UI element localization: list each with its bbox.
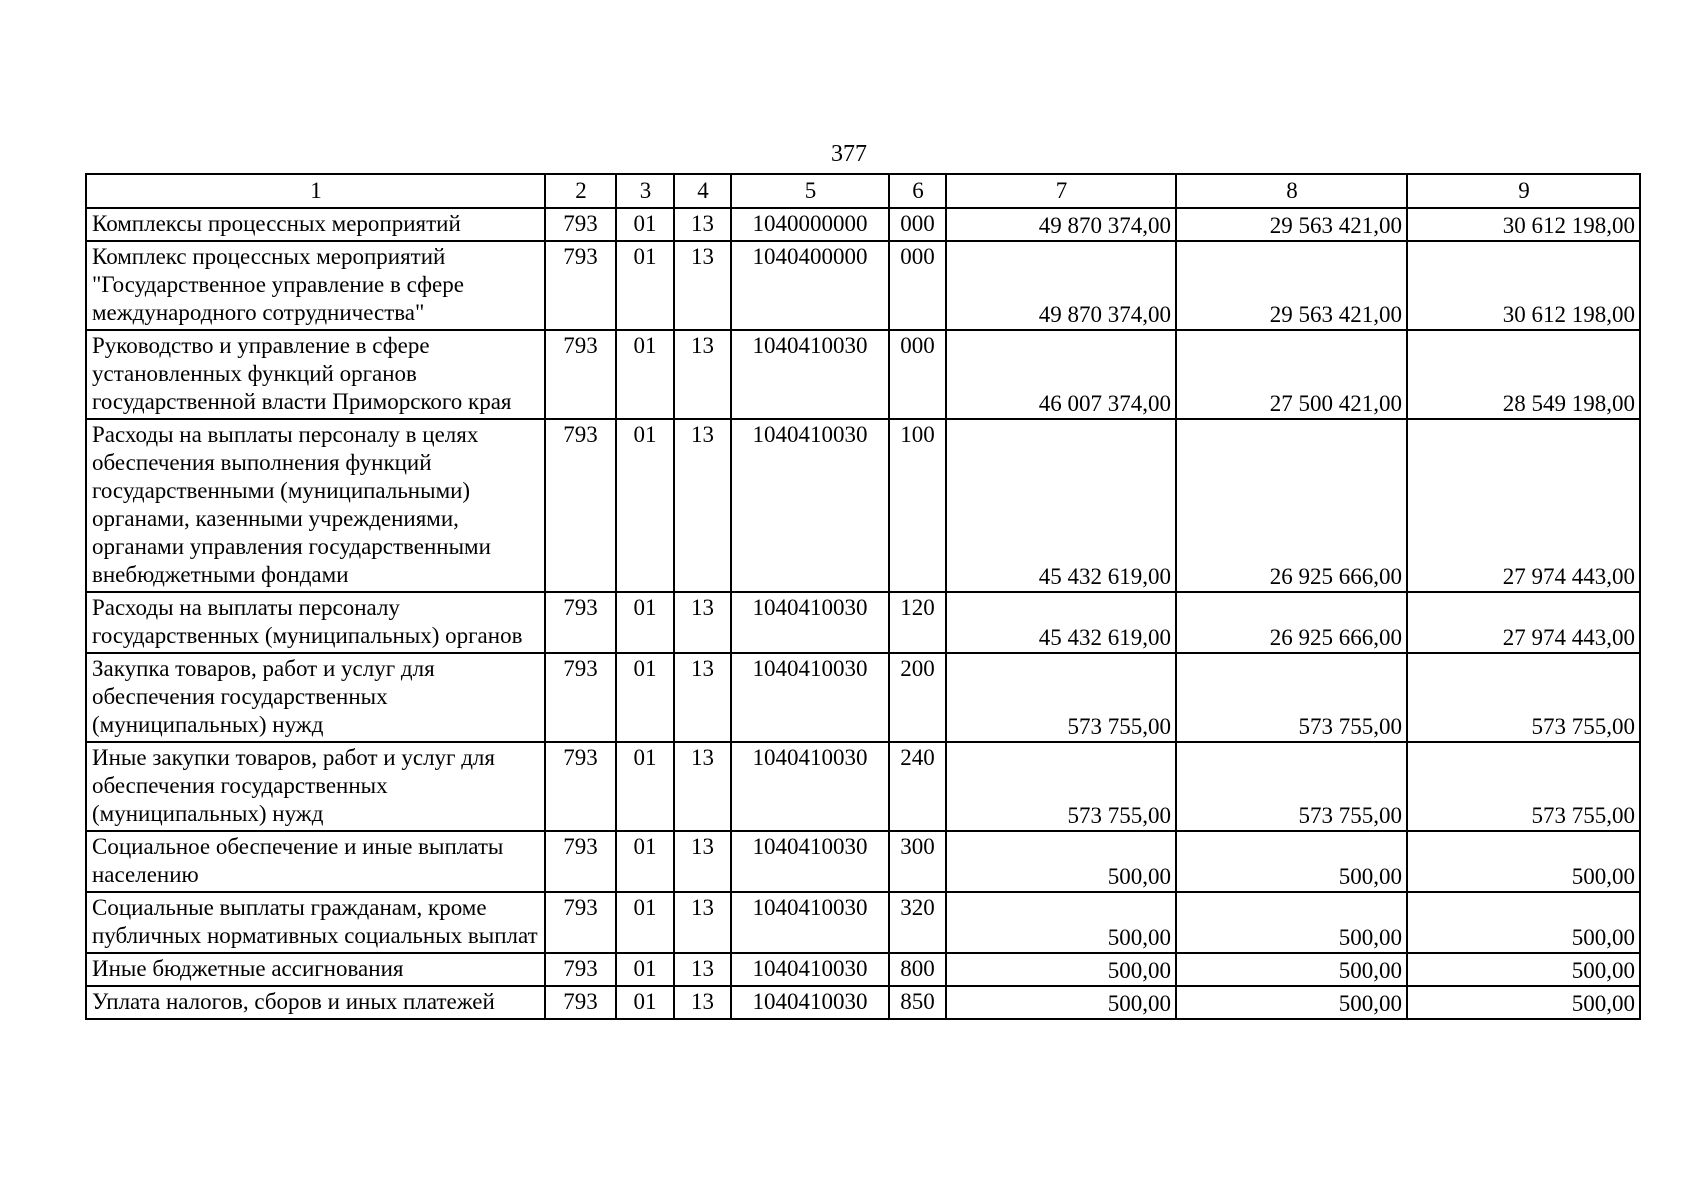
cell-code: 01 xyxy=(616,592,674,653)
row-name: Иные закупки товаров, работ и услуг для обеспечения государственных (муниципальных) нужд xyxy=(86,742,545,831)
cell-amount: 573 755,00 xyxy=(1407,653,1640,742)
cell-amount: 27 500 421,00 xyxy=(1176,330,1407,419)
row-name: Руководство и управление в сфере установленных функций органов государственной власти Приморского края xyxy=(86,330,545,419)
cell-code: 13 xyxy=(674,953,731,986)
cell-amount: 27 974 443,00 xyxy=(1407,419,1640,592)
cell-code: 793 xyxy=(545,742,616,831)
cell-code: 1040410030 xyxy=(731,986,889,1019)
cell-amount: 573 755,00 xyxy=(1176,653,1407,742)
cell-code: 793 xyxy=(545,419,616,592)
cell-code: 793 xyxy=(545,986,616,1019)
cell-code: 13 xyxy=(674,330,731,419)
cell-amount: 26 925 666,00 xyxy=(1176,592,1407,653)
cell-code: 01 xyxy=(616,419,674,592)
cell-amount: 49 870 374,00 xyxy=(946,208,1176,241)
cell-amount: 500,00 xyxy=(1176,831,1407,892)
cell-code: 793 xyxy=(545,330,616,419)
column-header: 5 xyxy=(731,174,889,208)
cell-amount: 29 563 421,00 xyxy=(1176,208,1407,241)
table-row xyxy=(86,419,1640,592)
row-name: Социальное обеспечение и иные выплаты населению xyxy=(86,831,545,892)
cell-code: 1040400000 xyxy=(731,241,889,330)
table-row xyxy=(86,892,1640,953)
cell-code: 1040410030 xyxy=(731,419,889,592)
cell-code: 13 xyxy=(674,653,731,742)
cell-code: 1040000000 xyxy=(731,208,889,241)
row-name: Закупка товаров, работ и услуг для обеспечения государственных (муниципальных) нужд xyxy=(86,653,545,742)
cell-code: 1040410030 xyxy=(731,892,889,953)
cell-code: 000 xyxy=(889,330,946,419)
column-header: 8 xyxy=(1176,174,1407,208)
cell-code: 13 xyxy=(674,241,731,330)
cell-code: 01 xyxy=(616,653,674,742)
cell-code: 000 xyxy=(889,241,946,330)
cell-code: 793 xyxy=(545,892,616,953)
cell-code: 240 xyxy=(889,742,946,831)
cell-amount: 500,00 xyxy=(1176,953,1407,986)
cell-code: 793 xyxy=(545,831,616,892)
table-row xyxy=(86,831,1640,892)
row-name: Расходы на выплаты персоналу в целях обеспечения выполнения функций государственными (муниципальными) органами, казенными учреждениями, органами управления государственными внебюджетными фондами xyxy=(86,419,545,592)
cell-code: 320 xyxy=(889,892,946,953)
cell-amount: 500,00 xyxy=(946,892,1176,953)
cell-code: 793 xyxy=(545,653,616,742)
cell-amount: 500,00 xyxy=(946,831,1176,892)
cell-amount: 49 870 374,00 xyxy=(946,241,1176,330)
cell-code: 850 xyxy=(889,986,946,1019)
table-row xyxy=(86,241,1640,330)
cell-code: 01 xyxy=(616,986,674,1019)
cell-amount: 500,00 xyxy=(946,953,1176,986)
cell-code: 1040410030 xyxy=(731,742,889,831)
column-header: 9 xyxy=(1407,174,1640,208)
cell-code: 1040410030 xyxy=(731,330,889,419)
cell-amount: 573 755,00 xyxy=(946,742,1176,831)
cell-code: 1040410030 xyxy=(731,953,889,986)
cell-code: 01 xyxy=(616,742,674,831)
cell-code: 000 xyxy=(889,208,946,241)
table-row xyxy=(86,653,1640,742)
cell-code: 01 xyxy=(616,241,674,330)
table-row xyxy=(86,592,1640,653)
cell-amount: 45 432 619,00 xyxy=(946,419,1176,592)
table-row xyxy=(86,986,1640,1019)
row-name: Комплексы процессных мероприятий xyxy=(86,208,545,241)
cell-amount: 500,00 xyxy=(1407,892,1640,953)
cell-amount: 30 612 198,00 xyxy=(1407,241,1640,330)
cell-amount: 500,00 xyxy=(1176,986,1407,1019)
cell-code: 01 xyxy=(616,330,674,419)
column-header: 7 xyxy=(946,174,1176,208)
row-name: Социальные выплаты гражданам, кроме публичных нормативных социальных выплат xyxy=(86,892,545,953)
row-name: Уплата налогов, сборов и иных платежей xyxy=(86,986,545,1019)
cell-amount: 26 925 666,00 xyxy=(1176,419,1407,592)
cell-amount: 573 755,00 xyxy=(1176,742,1407,831)
cell-code: 200 xyxy=(889,653,946,742)
cell-amount: 500,00 xyxy=(1176,892,1407,953)
table-row xyxy=(86,330,1640,419)
cell-code: 800 xyxy=(889,953,946,986)
column-header: 3 xyxy=(616,174,674,208)
cell-code: 13 xyxy=(674,419,731,592)
cell-amount: 500,00 xyxy=(1407,831,1640,892)
table-row xyxy=(86,208,1640,241)
column-header: 4 xyxy=(674,174,731,208)
cell-code: 13 xyxy=(674,831,731,892)
cell-amount: 28 549 198,00 xyxy=(1407,330,1640,419)
table-row xyxy=(86,953,1640,986)
cell-code: 01 xyxy=(616,953,674,986)
cell-code: 13 xyxy=(674,986,731,1019)
cell-code: 793 xyxy=(545,592,616,653)
cell-code: 300 xyxy=(889,831,946,892)
cell-amount: 573 755,00 xyxy=(946,653,1176,742)
cell-amount: 573 755,00 xyxy=(1407,742,1640,831)
cell-code: 793 xyxy=(545,953,616,986)
cell-amount: 30 612 198,00 xyxy=(1407,208,1640,241)
cell-code: 793 xyxy=(545,241,616,330)
cell-amount: 500,00 xyxy=(1407,986,1640,1019)
row-name: Иные бюджетные ассигнования xyxy=(86,953,545,986)
cell-amount: 29 563 421,00 xyxy=(1176,241,1407,330)
cell-code: 793 xyxy=(545,208,616,241)
cell-amount: 500,00 xyxy=(1407,953,1640,986)
cell-code: 100 xyxy=(889,419,946,592)
cell-code: 01 xyxy=(616,831,674,892)
cell-amount: 46 007 374,00 xyxy=(946,330,1176,419)
column-header: 2 xyxy=(545,174,616,208)
cell-code: 1040410030 xyxy=(731,653,889,742)
cell-code: 01 xyxy=(616,892,674,953)
cell-code: 13 xyxy=(674,892,731,953)
cell-code: 13 xyxy=(674,742,731,831)
budget-table xyxy=(85,173,1641,1020)
row-name: Расходы на выплаты персоналу государственных (муниципальных) органов xyxy=(86,592,545,653)
cell-code: 01 xyxy=(616,208,674,241)
cell-code: 1040410030 xyxy=(731,831,889,892)
cell-amount: 27 974 443,00 xyxy=(1407,592,1640,653)
cell-code: 13 xyxy=(674,208,731,241)
row-name: Комплекс процессных мероприятий "Государственное управление в сфере международного сотрудничества" xyxy=(86,241,545,330)
cell-amount: 45 432 619,00 xyxy=(946,592,1176,653)
table-row xyxy=(86,742,1640,831)
page-number: 377 xyxy=(831,141,867,167)
column-header: 1 xyxy=(86,174,545,208)
cell-code: 13 xyxy=(674,592,731,653)
cell-amount: 500,00 xyxy=(946,986,1176,1019)
cell-code: 1040410030 xyxy=(731,592,889,653)
cell-code: 120 xyxy=(889,592,946,653)
column-header: 6 xyxy=(889,174,946,208)
header-row xyxy=(86,174,1640,208)
